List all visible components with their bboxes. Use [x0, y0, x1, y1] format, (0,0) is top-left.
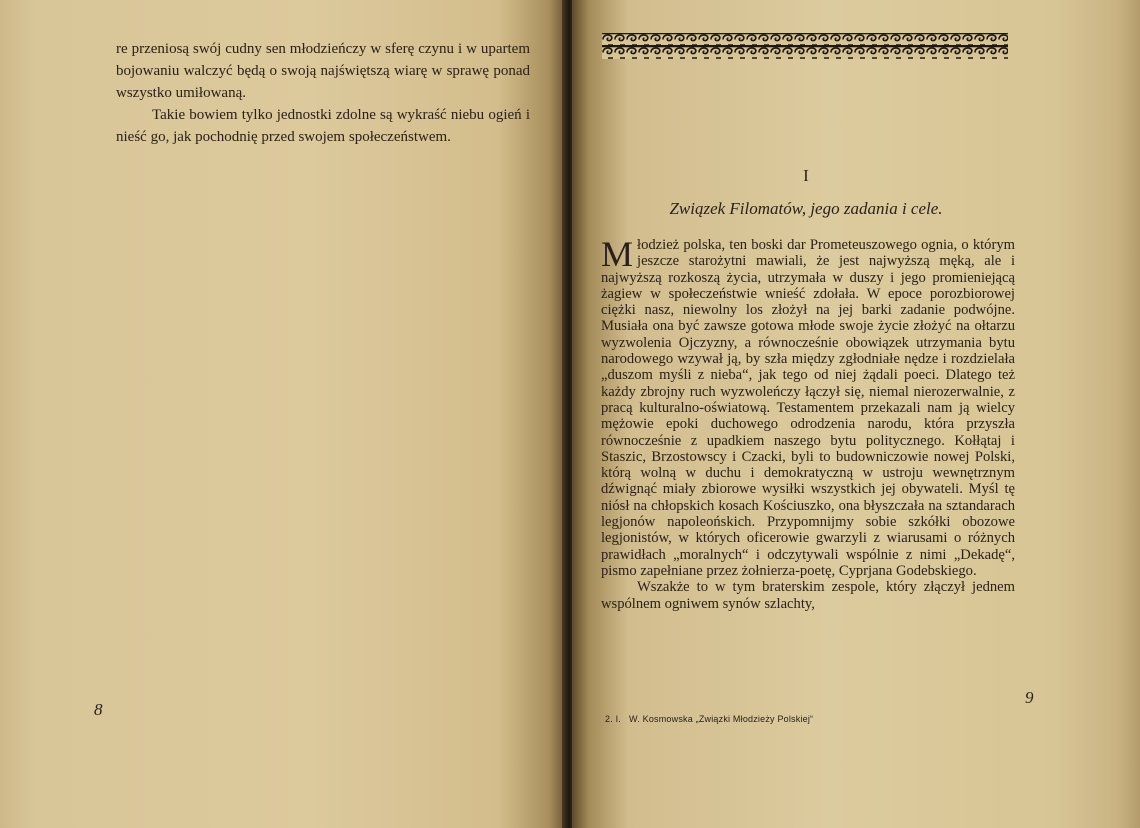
chapter-title: Związek Filomatów, jego zadania i cele. [669, 199, 943, 218]
left-paragraph-1: re przeniosą swój cudny sen młodzieńczy w sferę czynu i w upartem bojowaniu walczyć będą o swoją najświętszą wiarę w sprawę ponad wszystko umiłowaną. [116, 41, 530, 101]
page-number-left: 8 [94, 700, 103, 719]
left-page-text [116, 38, 530, 148]
right-paragraph-2: Wszakże to w tym braterskim zespole, który złączył jednem wspólnem ogniwem synów szlachty, [601, 579, 1015, 612]
footnote-marker: 2. I. [605, 714, 622, 724]
right-paragraph-1-text: łodzież polska, ten boski dar Prometeuszowego ognia, o którym jeszcze starożytni mawiali, że jest najwyższą męką, ale i najwyższą rozkoszą życia, utrzymała w duszy i jego promieniejącą żagiew w społeczeństwie wnieść zdołała. W epoce porozbiorowej ciężki nasz, niewolny los złożył na jej barki zadanie podwójne. Musiała ona być zawsze gotowa młode swoje życie złożyć na ołtarzu wyzwolenia Ojczyzny, a równocześnie obowiązek utrzymania bytu narodowego wzywał ją, by szła między zgłodniałe nędze i rozdzielała „duszom myśli z nieba“, jak tego od niej żądali poeci. Dlatego też każdy zbrojny ruch wyzwoleńczy łączył się, niemal nierozerwalnie, z pracą kulturalno-oświatową. Testamentem przekazali nam ją wielcy mężowie epoki duchowego odrodzenia narodu, która przyszła równocześnie z upadkiem naszego bytu politycznego. Kołłątaj i Staszic, Brzostowscy i Czacki, byli to budowniczowie nowej Polski, którą wolną w duchu i demokratyczną w ustroju wewnętrznym dźwignąć miały zbiorowe wysiłki wszystkich jej obywateli. Myśl tę niósł na chłopskich kosach Kościuszko, ona błyszczała na sztandarach legjonów napoleońskich. Przypomnijmy sobie szkółki obozowe legjonistów, w których oficerowie gwarzyli z wiarusami o różnych prawidłach „moralnych“ i odczytywali wspólnie z nimi „Dekadę“, pismo zapełniane przez żołnierza-poetę, Cyprjana Godebskiego. [601, 237, 1015, 579]
ornament-border [602, 33, 1008, 59]
footnote-text: W. Kosmowska „Związki Młodzieży Polskiej“ [629, 714, 814, 724]
page-number-right: 9 [1025, 688, 1034, 707]
left-paragraph-2: Takie bowiem tylko jednostki zdolne są wykraść niebu ogień i nieść go, jak pochodnię przed swojem społeczeństwem. [116, 107, 530, 145]
ornament-border-icon [602, 33, 1008, 59]
left-page [0, 0, 566, 828]
right-paragraph-1 [601, 234, 1015, 579]
right-page-text [601, 234, 1015, 612]
drop-cap: M [601, 234, 634, 274]
chapter-number: I [803, 166, 809, 185]
footnote [605, 714, 813, 724]
